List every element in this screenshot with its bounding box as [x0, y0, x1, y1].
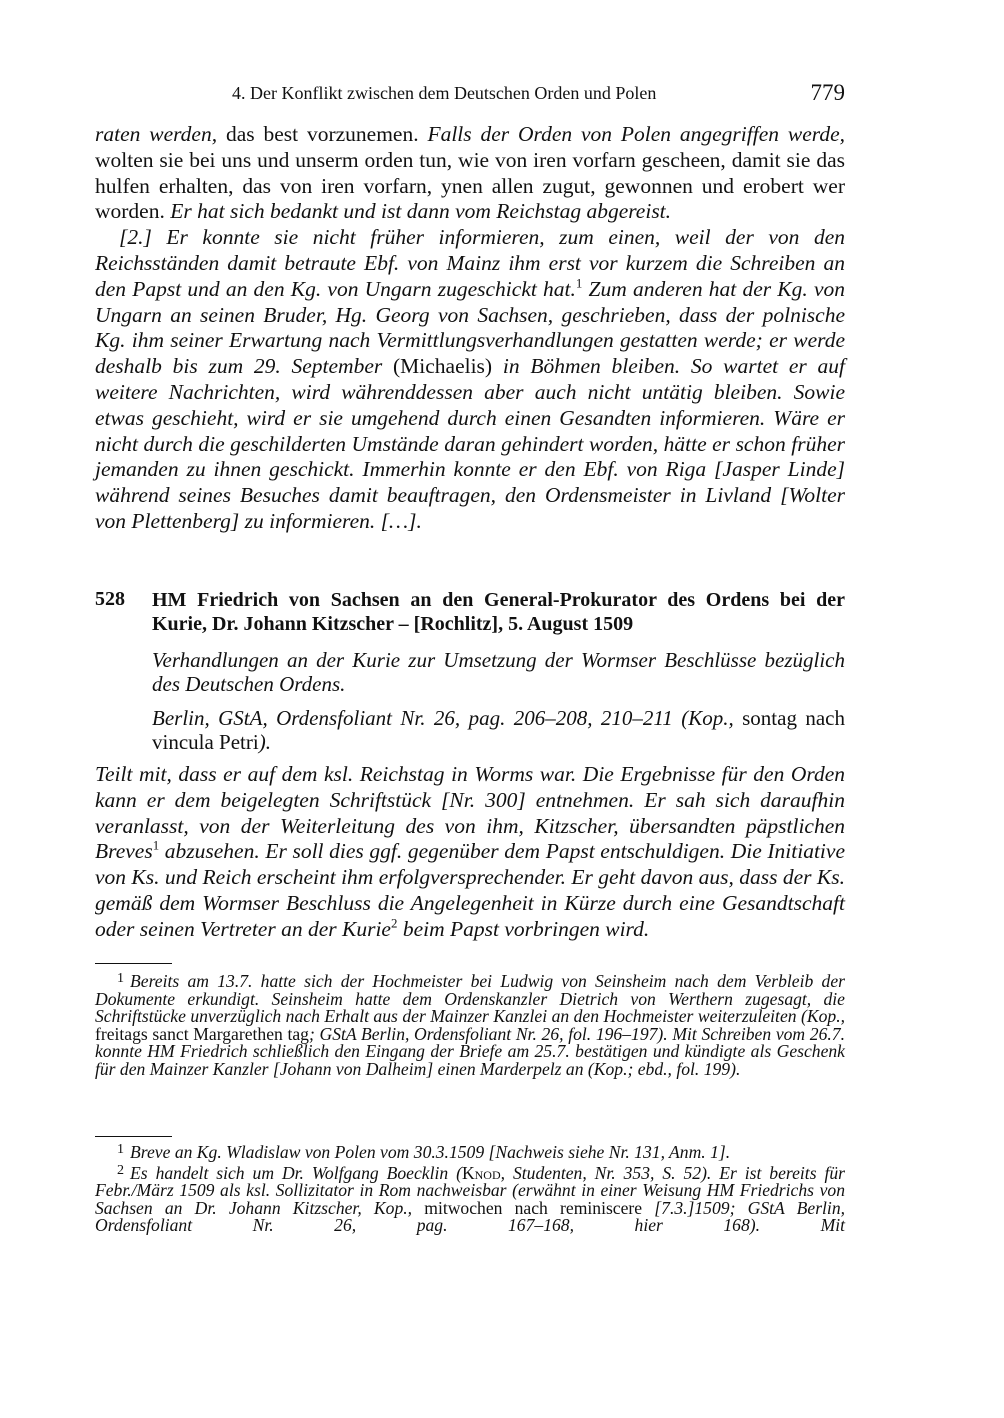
running-header: [95, 80, 845, 110]
text-segment: das best vorzunemen.: [217, 122, 428, 146]
text-segment: (Michaelis): [382, 354, 503, 379]
footnotes-a: [95, 970, 845, 1078]
text-segment: abzusehen. Er soll dies ggf. gegenüber dem Papst entschuldigen. Die Initiative von Ks. und Reich erscheint ihm erfolgversprechender. Er geht davon aus, dass der Ks. gemäß dem Wormser Beschluss die Angelegenheit in Kürze durch eine Gesandtschaft oder seinen Vertreter an der Kurie: [95, 839, 845, 941]
text-segment: beim Papst vorbringen wird.: [397, 916, 650, 941]
text-segment: Falls der Orden von Polen angegriffen werde,: [427, 122, 845, 146]
continued-text: [95, 122, 845, 535]
text-segment: , Studenten, Nr. 353, S. 52). Er ist bereits für Febr./März 1509 als ksl. Sollizitator in Rom nachweisbar (erwähnt in einer Weisung HM Friedrichs von Sachsen an Dr. Johann Kitzscher, Kop.,: [95, 1162, 845, 1218]
document-528: [95, 588, 845, 754]
running-header-title: 4. Der Konflikt zwischen dem Deutschen Orden und Polen: [232, 83, 657, 103]
footnote-rule: [95, 1136, 172, 1137]
footnote-reference: 1: [575, 276, 583, 291]
text-segment: ; GStA Berlin, Ordensfoliant Nr. 26, fol. 196–197). Mit Schreiben vom 26.7. konnte HM Friedrich schließlich den Eingang der Briefe am 25.7. bestätigen und kündigte als Geschenk für den Mainzer Kanzler [Johann von Dalheim] einen Marderpelz an (Kop.; ebd., fol. 199).: [95, 1023, 845, 1079]
paragraph: [95, 225, 845, 535]
footnote-number: 1: [117, 970, 125, 986]
document-regest: Verhandlungen an der Kurie zur Umsetzung der Wormser Beschlüsse bezüglich des Deutschen Ordens.: [152, 648, 845, 696]
footnote-number: 2: [117, 1161, 125, 1178]
text-segment: ).: [258, 730, 271, 754]
text-segment: Teilt mit, dass er auf dem ksl. Reichstag in Worms war. Die Ergebnisse für den Orden kann er dem beigelegten Schriftstück [Nr. 300] entnehmen. Er sah sich daraufhin veranlasst, von der Weiterleitung des von ihm, Kitzscher, übersandten päpstlichen Breves: [95, 762, 845, 864]
footnote: [95, 970, 845, 1078]
text-segment: [7.3.]1509; GStA Berlin, Ordensfoliant Nr. 26, pag. 167–168, hier 168). Mit: [95, 1197, 846, 1236]
text-segment: Zum anderen hat der Kg. von Ungarn an seinen Bruder, Hg. Georg von Sachsen, geschrieben, dass der polnische Kg. ihm seiner Erwartung nach Vermittlungsverhandlungen gestatten werde; er werde deshalb bis zum 29. September: [95, 276, 845, 379]
paragraph: [95, 122, 845, 225]
footnotes-b: [95, 1141, 845, 1235]
document-title: HM Friedrich von Sachsen an den General-Prokurator des Ordens bei der Kurie, Dr. Johann Kitzscher – [Rochlitz], 5. August 1509: [152, 589, 845, 635]
document-number: 528: [95, 588, 125, 610]
text-segment: Bereits am 13.7. hatte sich der Hochmeister bei Ludwig von Seinsheim nach dem Verbleib der Dokumente erkundigt. Seinsheim hatte dem Ordenskanzler Dietrich von Werthern zugesagt, die Schriftstücke unverzüglich nach Erhalt aus der Mainzer Kanzlei an den Hochmeister weiterzuleiten (Kop.,: [95, 970, 845, 1027]
page-number: 779: [810, 80, 845, 105]
text-segment: Es handelt sich um Dr. Wolfgang Boecklin (: [130, 1162, 462, 1183]
footnote-rule: [95, 963, 172, 964]
document-source: [152, 706, 845, 754]
text-segment: [2.] Er konnte sie nicht früher informieren, zum einen, weil der von den Reichsständen damit betraute Ebf. von Mainz ihm erst vor kurzem die Schreiben an den Papst und an den Kg. von Ungarn zugeschickt hat.: [95, 225, 845, 301]
text-segment: freitags sanct Margarethen tag: [95, 1023, 309, 1044]
document-summary: [95, 762, 845, 943]
text-segment: Breve an Kg. Wladislaw von Polen vom 30.3.1509 [Nachweis siehe Nr. 131, Anm. 1].: [130, 1141, 731, 1162]
footnote-reference: 2: [390, 916, 398, 931]
text-segment: sontag nach vincula Petri: [152, 706, 845, 754]
footnote: [95, 1162, 845, 1235]
text-segment: Er hat sich bedankt und ist dann vom Reichstag abgereist.: [170, 199, 672, 224]
footnote-number: 1: [117, 1141, 125, 1157]
footnote-reference: 1: [152, 839, 160, 854]
text-segment: Knod: [461, 1162, 501, 1183]
footnote: [95, 1141, 845, 1162]
text-segment: wolten sie bei uns und unserm orden tun, wie von iren vorfarn gescheen, damit sie das hulfen erhalten, das von iren vorfarn, ynen allen zugut, gewonnen und erobert wer worden.: [95, 147, 845, 224]
text-segment: mitwochen nach reminiscere: [412, 1197, 655, 1218]
text-segment: in Böhmen bleiben. So wartet er auf weitere Nachrichten, wird währenddessen aber auch nicht untätig bleiben. Sowie etwas geschieht, wird er sie umgehend durch einen Gesandten informieren. Wäre er nicht durch die geschilderten Umstände daran gehindert worden, hätte er schon früher jemanden zu ihnen geschickt. Immerhin konnte er den Ebf. von Riga [Jasper Linde] während seines Besuches damit beauftragen, den Ordensmeister in Livland [Wolter von Plettenberg] zu informieren. […].: [95, 354, 845, 533]
text-segment: Berlin, GStA, Ordensfoliant Nr. 26, pag. 206–208, 210–211 (Kop.,: [152, 706, 734, 730]
text-segment: raten werden,: [95, 122, 218, 146]
